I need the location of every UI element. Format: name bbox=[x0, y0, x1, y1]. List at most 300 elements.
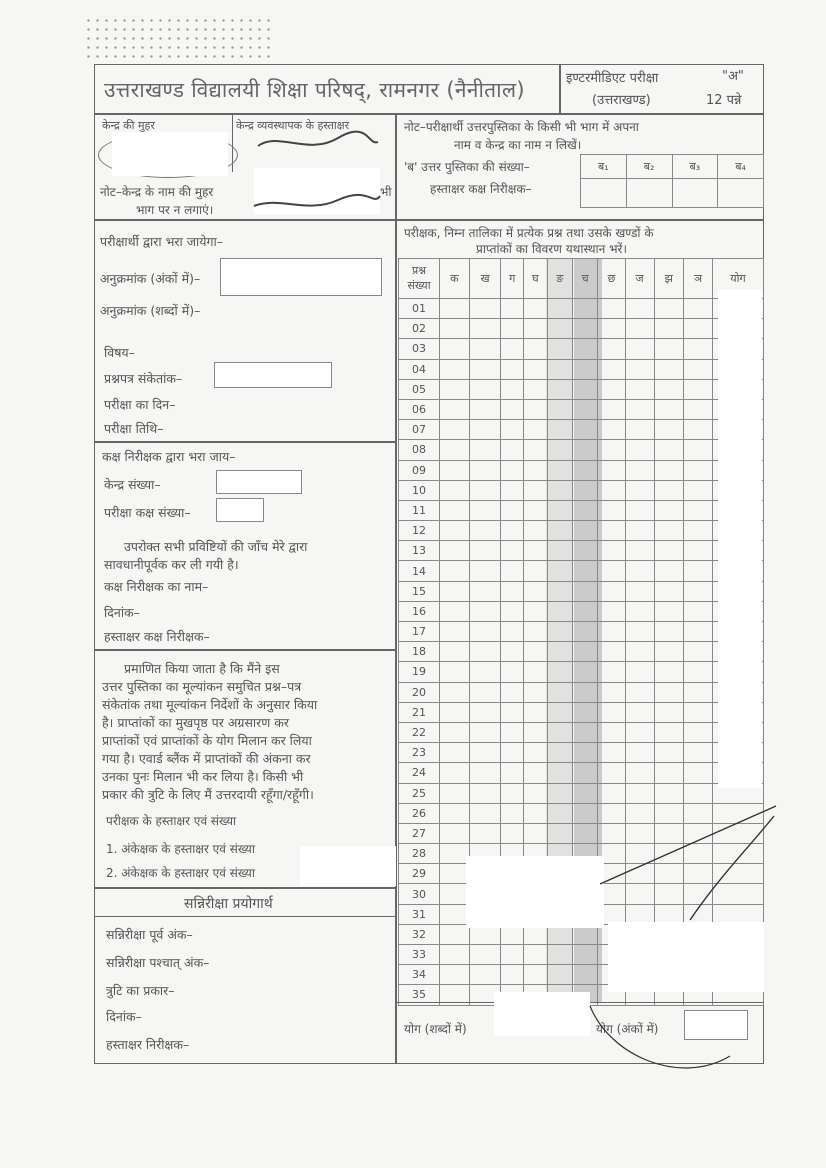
marks-cell[interactable] bbox=[501, 359, 524, 379]
marks-cell[interactable] bbox=[440, 763, 470, 783]
marks-cell[interactable] bbox=[547, 662, 572, 682]
marks-cell[interactable] bbox=[440, 601, 470, 621]
marks-cell[interactable] bbox=[547, 642, 572, 662]
marks-cell[interactable] bbox=[654, 642, 683, 662]
roll-digits-label: अनुक्रमांक (अंकों में)– bbox=[100, 271, 201, 286]
table-row bbox=[399, 500, 764, 520]
exam-state: (उत्तराखण्ड) bbox=[592, 93, 651, 108]
marks-cell[interactable] bbox=[684, 339, 713, 359]
scrutiny-after-label: सन्निरीक्षा पश्चात् अंक– bbox=[106, 955, 210, 970]
marks-cell[interactable] bbox=[654, 722, 683, 742]
marks-cell[interactable] bbox=[598, 480, 625, 500]
marks-cell[interactable] bbox=[469, 662, 501, 682]
marks-cell[interactable] bbox=[684, 702, 713, 722]
redaction bbox=[112, 132, 228, 176]
marks-cell[interactable] bbox=[625, 622, 654, 642]
marks-cell[interactable] bbox=[469, 541, 501, 561]
marks-cell[interactable] bbox=[440, 460, 470, 480]
marks-cell[interactable] bbox=[469, 561, 501, 581]
table-row bbox=[399, 561, 764, 581]
marks-cell[interactable] bbox=[547, 541, 572, 561]
marks-cell[interactable] bbox=[501, 702, 524, 722]
marks-cell[interactable] bbox=[524, 500, 548, 520]
marks-cell[interactable] bbox=[598, 541, 625, 561]
marks-cell[interactable] bbox=[654, 319, 683, 339]
marks-cell[interactable] bbox=[654, 622, 683, 642]
marks-cell[interactable] bbox=[524, 541, 548, 561]
marks-cell[interactable] bbox=[469, 339, 501, 359]
exam-name: इण्टरमीडिएट परीक्षा bbox=[566, 71, 659, 86]
marks-cell[interactable] bbox=[469, 722, 501, 742]
marks-cell[interactable] bbox=[572, 662, 597, 682]
marks-cell[interactable] bbox=[469, 299, 501, 319]
b-cell[interactable] bbox=[672, 179, 718, 208]
marks-cell[interactable] bbox=[625, 460, 654, 480]
marks-cell[interactable] bbox=[501, 500, 524, 520]
marks-cell[interactable] bbox=[440, 480, 470, 500]
marks-cell[interactable] bbox=[524, 299, 548, 319]
marks-cell[interactable] bbox=[469, 581, 501, 601]
marks-cell[interactable] bbox=[501, 420, 524, 440]
marks-cell[interactable] bbox=[598, 420, 625, 440]
marks-cell[interactable] bbox=[654, 561, 683, 581]
marks-cell[interactable] bbox=[654, 763, 683, 783]
marks-cell[interactable] bbox=[684, 541, 713, 561]
marks-cell[interactable] bbox=[440, 359, 470, 379]
marks-cell[interactable] bbox=[625, 420, 654, 440]
marks-cell[interactable] bbox=[440, 581, 470, 601]
marks-cell[interactable] bbox=[654, 339, 683, 359]
marks-cell[interactable] bbox=[625, 521, 654, 541]
marks-cell[interactable] bbox=[501, 299, 524, 319]
marks-cell[interactable] bbox=[654, 581, 683, 601]
marks-cell[interactable] bbox=[469, 743, 501, 763]
marks-cell[interactable] bbox=[440, 783, 470, 803]
question-number: 15 bbox=[399, 581, 440, 601]
marks-cell[interactable] bbox=[469, 440, 501, 460]
marks-cell[interactable] bbox=[598, 460, 625, 480]
marks-cell[interactable] bbox=[440, 702, 470, 722]
marks-cell[interactable] bbox=[572, 622, 597, 642]
marks-cell[interactable] bbox=[501, 682, 524, 702]
marks-cell[interactable] bbox=[684, 682, 713, 702]
marks-cell[interactable] bbox=[625, 642, 654, 662]
marks-cell[interactable] bbox=[440, 743, 470, 763]
marks-cell[interactable] bbox=[572, 359, 597, 379]
marks-cell[interactable] bbox=[524, 521, 548, 541]
marks-cell[interactable] bbox=[524, 763, 548, 783]
marks-cell[interactable] bbox=[572, 500, 597, 520]
marks-cell[interactable] bbox=[501, 763, 524, 783]
marks-cell[interactable] bbox=[469, 500, 501, 520]
center-no-input[interactable] bbox=[216, 470, 302, 494]
marks-cell[interactable] bbox=[625, 743, 654, 763]
marks-cell[interactable] bbox=[654, 359, 683, 379]
question-number: 24 bbox=[399, 763, 440, 783]
marks-cell[interactable] bbox=[469, 420, 501, 440]
room-no-input[interactable] bbox=[216, 498, 264, 522]
question-number: 13 bbox=[399, 541, 440, 561]
marks-cell[interactable] bbox=[501, 601, 524, 621]
marks-cell[interactable] bbox=[684, 581, 713, 601]
marks-cell[interactable] bbox=[598, 561, 625, 581]
marks-cell[interactable] bbox=[598, 763, 625, 783]
marks-cell[interactable] bbox=[547, 622, 572, 642]
marks-cell[interactable] bbox=[524, 460, 548, 480]
marks-cell[interactable] bbox=[524, 399, 548, 419]
marks-cell[interactable] bbox=[572, 561, 597, 581]
top-right-note-2: नाम व केन्द्र का नाम न लिखें। bbox=[454, 138, 582, 152]
marks-cell[interactable] bbox=[547, 743, 572, 763]
marks-note-1: परीक्षक, निम्न तालिका में प्रत्येक प्रश्न तथा उसके खण्डों के bbox=[404, 226, 654, 240]
marks-cell[interactable] bbox=[625, 561, 654, 581]
marks-cell[interactable] bbox=[501, 440, 524, 460]
marks-cell[interactable] bbox=[572, 763, 597, 783]
marks-cell[interactable] bbox=[547, 299, 572, 319]
marks-cell[interactable] bbox=[625, 299, 654, 319]
marks-cell[interactable] bbox=[469, 763, 501, 783]
marks-cell[interactable] bbox=[654, 521, 683, 541]
marks-cell[interactable] bbox=[547, 440, 572, 460]
marks-cell[interactable] bbox=[547, 359, 572, 379]
marks-cell[interactable] bbox=[440, 319, 470, 339]
scrutiny-heading: सन्निरीक्षा प्रयोगार्थ bbox=[184, 896, 273, 912]
marks-cell[interactable] bbox=[524, 622, 548, 642]
marks-cell[interactable] bbox=[469, 379, 501, 399]
marks-cell[interactable] bbox=[547, 682, 572, 702]
marks-cell[interactable] bbox=[684, 319, 713, 339]
b-header: ब₄ bbox=[718, 155, 764, 179]
marks-cell[interactable] bbox=[469, 319, 501, 339]
marks-cell[interactable] bbox=[598, 299, 625, 319]
marks-cell[interactable] bbox=[598, 601, 625, 621]
marks-cell[interactable] bbox=[625, 379, 654, 399]
marks-cell[interactable] bbox=[524, 702, 548, 722]
marks-cell[interactable] bbox=[440, 642, 470, 662]
marks-cell[interactable] bbox=[440, 965, 470, 985]
marks-cell[interactable] bbox=[684, 642, 713, 662]
marks-cell[interactable] bbox=[547, 521, 572, 541]
page-count: 12 पन्ने bbox=[706, 93, 742, 108]
marks-cell[interactable] bbox=[547, 379, 572, 399]
question-number: 25 bbox=[399, 783, 440, 803]
marks-cell[interactable] bbox=[501, 722, 524, 742]
marks-cell[interactable] bbox=[598, 500, 625, 520]
marks-cell[interactable] bbox=[572, 521, 597, 541]
marks-cell[interactable] bbox=[684, 521, 713, 541]
marks-cell[interactable] bbox=[598, 662, 625, 682]
marks-cell[interactable] bbox=[547, 480, 572, 500]
exam-series: "अ" bbox=[722, 69, 744, 84]
marks-cell[interactable] bbox=[547, 722, 572, 742]
marks-cell[interactable] bbox=[469, 480, 501, 500]
marks-cell[interactable] bbox=[440, 924, 470, 944]
marks-cell[interactable] bbox=[654, 743, 683, 763]
marks-cell[interactable] bbox=[684, 763, 713, 783]
marks-cell[interactable] bbox=[501, 581, 524, 601]
marks-cell[interactable] bbox=[440, 884, 470, 904]
marks-cell[interactable] bbox=[440, 521, 470, 541]
marks-cell[interactable] bbox=[547, 500, 572, 520]
marks-cell[interactable] bbox=[572, 460, 597, 480]
marks-cell[interactable] bbox=[469, 622, 501, 642]
evaluator-pen-marks bbox=[480, 796, 780, 1076]
marks-cell[interactable] bbox=[469, 642, 501, 662]
marks-cell[interactable] bbox=[440, 823, 470, 843]
marks-cell[interactable] bbox=[501, 480, 524, 500]
marks-cell[interactable] bbox=[524, 359, 548, 379]
marks-cell[interactable] bbox=[440, 440, 470, 460]
table-row bbox=[399, 662, 764, 682]
marks-cell[interactable] bbox=[469, 702, 501, 722]
marks-cell[interactable] bbox=[501, 662, 524, 682]
marks-cell[interactable] bbox=[654, 399, 683, 419]
marks-cell[interactable] bbox=[524, 480, 548, 500]
marks-cell[interactable] bbox=[598, 743, 625, 763]
marks-cell[interactable] bbox=[440, 662, 470, 682]
b-cell[interactable] bbox=[626, 179, 672, 208]
marks-cell[interactable] bbox=[572, 339, 597, 359]
marks-cell[interactable] bbox=[654, 601, 683, 621]
marks-cell[interactable] bbox=[501, 319, 524, 339]
marks-cell[interactable] bbox=[598, 581, 625, 601]
marks-cell[interactable] bbox=[684, 399, 713, 419]
marks-cell[interactable] bbox=[547, 581, 572, 601]
marks-cell[interactable] bbox=[469, 601, 501, 621]
marks-cell[interactable] bbox=[501, 541, 524, 561]
b-header: ब₃ bbox=[672, 155, 718, 179]
marks-cell[interactable] bbox=[440, 722, 470, 742]
marks-cell[interactable] bbox=[501, 642, 524, 662]
marks-cell[interactable] bbox=[501, 379, 524, 399]
marks-cell[interactable] bbox=[572, 601, 597, 621]
invigilator-name-label: कक्ष निरीक्षक का नाम– bbox=[104, 579, 209, 594]
marks-cell[interactable] bbox=[625, 581, 654, 601]
marks-cell[interactable] bbox=[654, 460, 683, 480]
marks-cell[interactable] bbox=[625, 500, 654, 520]
marks-cell[interactable] bbox=[625, 763, 654, 783]
marks-cell[interactable] bbox=[547, 399, 572, 419]
marks-cell[interactable] bbox=[572, 702, 597, 722]
marks-cell[interactable] bbox=[684, 743, 713, 763]
marks-cell[interactable] bbox=[547, 319, 572, 339]
marks-cell[interactable] bbox=[524, 420, 548, 440]
marks-cell[interactable] bbox=[625, 541, 654, 561]
b-cell[interactable] bbox=[718, 179, 764, 208]
question-no-header bbox=[399, 259, 440, 299]
scrutiny-sign-label: हस्ताक्षर निरीक्षक– bbox=[106, 1037, 190, 1052]
marks-cell[interactable] bbox=[440, 420, 470, 440]
column-header: ङ bbox=[547, 259, 572, 299]
marks-cell[interactable] bbox=[572, 541, 597, 561]
marks-cell[interactable] bbox=[625, 319, 654, 339]
marks-cell[interactable] bbox=[654, 440, 683, 460]
marks-cell[interactable] bbox=[547, 702, 572, 722]
marks-cell[interactable] bbox=[440, 500, 470, 520]
marks-cell[interactable] bbox=[598, 722, 625, 742]
checker-2-label: 2. अंकेक्षक के हस्ताक्षर एवं संख्या bbox=[106, 866, 255, 880]
marks-cell[interactable] bbox=[572, 682, 597, 702]
marks-cell[interactable] bbox=[547, 601, 572, 621]
marks-cell[interactable] bbox=[625, 440, 654, 460]
marks-cell[interactable] bbox=[440, 682, 470, 702]
marks-cell[interactable] bbox=[625, 662, 654, 682]
marks-cell[interactable] bbox=[572, 420, 597, 440]
column-header: ञ bbox=[684, 259, 713, 299]
marks-cell[interactable] bbox=[469, 399, 501, 419]
marks-cell[interactable] bbox=[524, 743, 548, 763]
marks-cell[interactable] bbox=[440, 864, 470, 884]
question-number: 32 bbox=[399, 924, 440, 944]
marks-cell[interactable] bbox=[654, 662, 683, 682]
marks-cell[interactable] bbox=[684, 460, 713, 480]
marks-cell[interactable] bbox=[501, 460, 524, 480]
marks-cell[interactable] bbox=[598, 702, 625, 722]
marks-cell[interactable] bbox=[547, 460, 572, 480]
marks-cell[interactable] bbox=[684, 440, 713, 460]
question-number: 31 bbox=[399, 904, 440, 924]
marks-cell[interactable] bbox=[598, 440, 625, 460]
marks-cell[interactable] bbox=[524, 379, 548, 399]
marks-cell[interactable] bbox=[684, 662, 713, 682]
question-number: 19 bbox=[399, 662, 440, 682]
printed-dot-pattern bbox=[84, 16, 274, 64]
marks-cell[interactable] bbox=[654, 702, 683, 722]
marks-cell[interactable] bbox=[572, 319, 597, 339]
marks-cell[interactable] bbox=[625, 399, 654, 419]
marks-cell[interactable] bbox=[684, 299, 713, 319]
marks-cell[interactable] bbox=[572, 399, 597, 419]
certificate-line: है। प्राप्तांकों का मुखपृष्ठ पर अग्रसारण कर bbox=[102, 715, 289, 730]
marks-cell[interactable] bbox=[625, 601, 654, 621]
marks-cell[interactable] bbox=[440, 622, 470, 642]
column-header: ज bbox=[625, 259, 654, 299]
marks-cell[interactable] bbox=[440, 945, 470, 965]
marks-cell[interactable] bbox=[469, 682, 501, 702]
marks-cell[interactable] bbox=[684, 359, 713, 379]
marks-cell[interactable] bbox=[501, 622, 524, 642]
marks-cell[interactable] bbox=[440, 339, 470, 359]
marks-cell[interactable] bbox=[501, 521, 524, 541]
marks-cell[interactable] bbox=[625, 339, 654, 359]
marks-cell[interactable] bbox=[440, 803, 470, 823]
marks-cell[interactable] bbox=[524, 561, 548, 581]
marks-cell[interactable] bbox=[547, 561, 572, 581]
marks-cell[interactable] bbox=[625, 702, 654, 722]
marks-cell[interactable] bbox=[625, 682, 654, 702]
marks-cell[interactable] bbox=[501, 339, 524, 359]
marks-cell[interactable] bbox=[684, 601, 713, 621]
paper-code-input[interactable] bbox=[214, 362, 332, 388]
marks-cell[interactable] bbox=[598, 521, 625, 541]
marks-cell[interactable] bbox=[524, 339, 548, 359]
marks-cell[interactable] bbox=[469, 521, 501, 541]
marks-cell[interactable] bbox=[598, 319, 625, 339]
question-number: 16 bbox=[399, 601, 440, 621]
marks-cell[interactable] bbox=[524, 601, 548, 621]
marks-cell[interactable] bbox=[654, 500, 683, 520]
marks-cell[interactable] bbox=[684, 379, 713, 399]
marks-cell[interactable] bbox=[501, 561, 524, 581]
marks-cell[interactable] bbox=[572, 379, 597, 399]
table-row bbox=[399, 682, 764, 702]
marks-cell[interactable] bbox=[501, 743, 524, 763]
marks-cell[interactable] bbox=[524, 319, 548, 339]
marks-cell[interactable] bbox=[598, 642, 625, 662]
marks-cell[interactable] bbox=[572, 299, 597, 319]
marks-cell[interactable] bbox=[524, 682, 548, 702]
marks-cell[interactable] bbox=[524, 581, 548, 601]
table-row bbox=[399, 722, 764, 742]
marks-cell[interactable] bbox=[684, 480, 713, 500]
marks-cell[interactable] bbox=[598, 379, 625, 399]
marks-cell[interactable] bbox=[598, 339, 625, 359]
marks-cell[interactable] bbox=[524, 440, 548, 460]
roll-digits-input[interactable] bbox=[220, 258, 382, 296]
marks-cell[interactable] bbox=[572, 480, 597, 500]
marks-cell[interactable] bbox=[654, 420, 683, 440]
marks-cell[interactable] bbox=[547, 420, 572, 440]
marks-cell[interactable] bbox=[654, 379, 683, 399]
marks-cell[interactable] bbox=[440, 844, 470, 864]
marks-cell[interactable] bbox=[440, 299, 470, 319]
marks-cell[interactable] bbox=[684, 722, 713, 742]
marks-cell[interactable] bbox=[654, 299, 683, 319]
marks-cell[interactable] bbox=[625, 480, 654, 500]
marks-cell[interactable] bbox=[684, 561, 713, 581]
marks-cell[interactable] bbox=[654, 480, 683, 500]
marks-cell[interactable] bbox=[625, 722, 654, 742]
top-right-note-1: नोट–परीक्षार्थी उत्तरपुस्तिका के किसी भी भाग में अपना bbox=[404, 120, 639, 134]
marks-cell[interactable] bbox=[572, 722, 597, 742]
marks-cell[interactable] bbox=[469, 359, 501, 379]
marks-cell[interactable] bbox=[572, 440, 597, 460]
table-row bbox=[399, 541, 764, 561]
marks-cell[interactable] bbox=[524, 662, 548, 682]
invigilator-sign-label: हस्ताक्षर कक्ष निरीक्षक– bbox=[104, 629, 210, 644]
marks-cell[interactable] bbox=[654, 541, 683, 561]
marks-cell[interactable] bbox=[598, 682, 625, 702]
marks-cell[interactable] bbox=[572, 743, 597, 763]
marks-cell[interactable] bbox=[684, 420, 713, 440]
marks-cell[interactable] bbox=[440, 561, 470, 581]
marks-cell[interactable] bbox=[572, 581, 597, 601]
marks-cell[interactable] bbox=[440, 399, 470, 419]
marks-cell[interactable] bbox=[598, 399, 625, 419]
marks-cell[interactable] bbox=[440, 541, 470, 561]
marks-cell[interactable] bbox=[654, 682, 683, 702]
marks-cell[interactable] bbox=[684, 500, 713, 520]
marks-cell[interactable] bbox=[469, 460, 501, 480]
marks-cell[interactable] bbox=[524, 722, 548, 742]
marks-cell[interactable] bbox=[684, 622, 713, 642]
question-number: 20 bbox=[399, 682, 440, 702]
marks-cell[interactable] bbox=[524, 642, 548, 662]
exam-date-label: परीक्षा तिथि– bbox=[104, 421, 164, 436]
marks-cell[interactable] bbox=[440, 379, 470, 399]
question-number: 29 bbox=[399, 864, 440, 884]
marks-cell[interactable] bbox=[440, 904, 470, 924]
center-no-label: केन्द्र संख्या– bbox=[104, 477, 161, 492]
marks-cell[interactable] bbox=[547, 763, 572, 783]
marks-cell[interactable] bbox=[501, 399, 524, 419]
marks-cell[interactable] bbox=[572, 642, 597, 662]
marks-cell[interactable] bbox=[598, 622, 625, 642]
marks-cell[interactable] bbox=[547, 339, 572, 359]
b-cell[interactable] bbox=[581, 179, 627, 208]
marks-cell[interactable] bbox=[625, 359, 654, 379]
marks-cell[interactable] bbox=[598, 359, 625, 379]
